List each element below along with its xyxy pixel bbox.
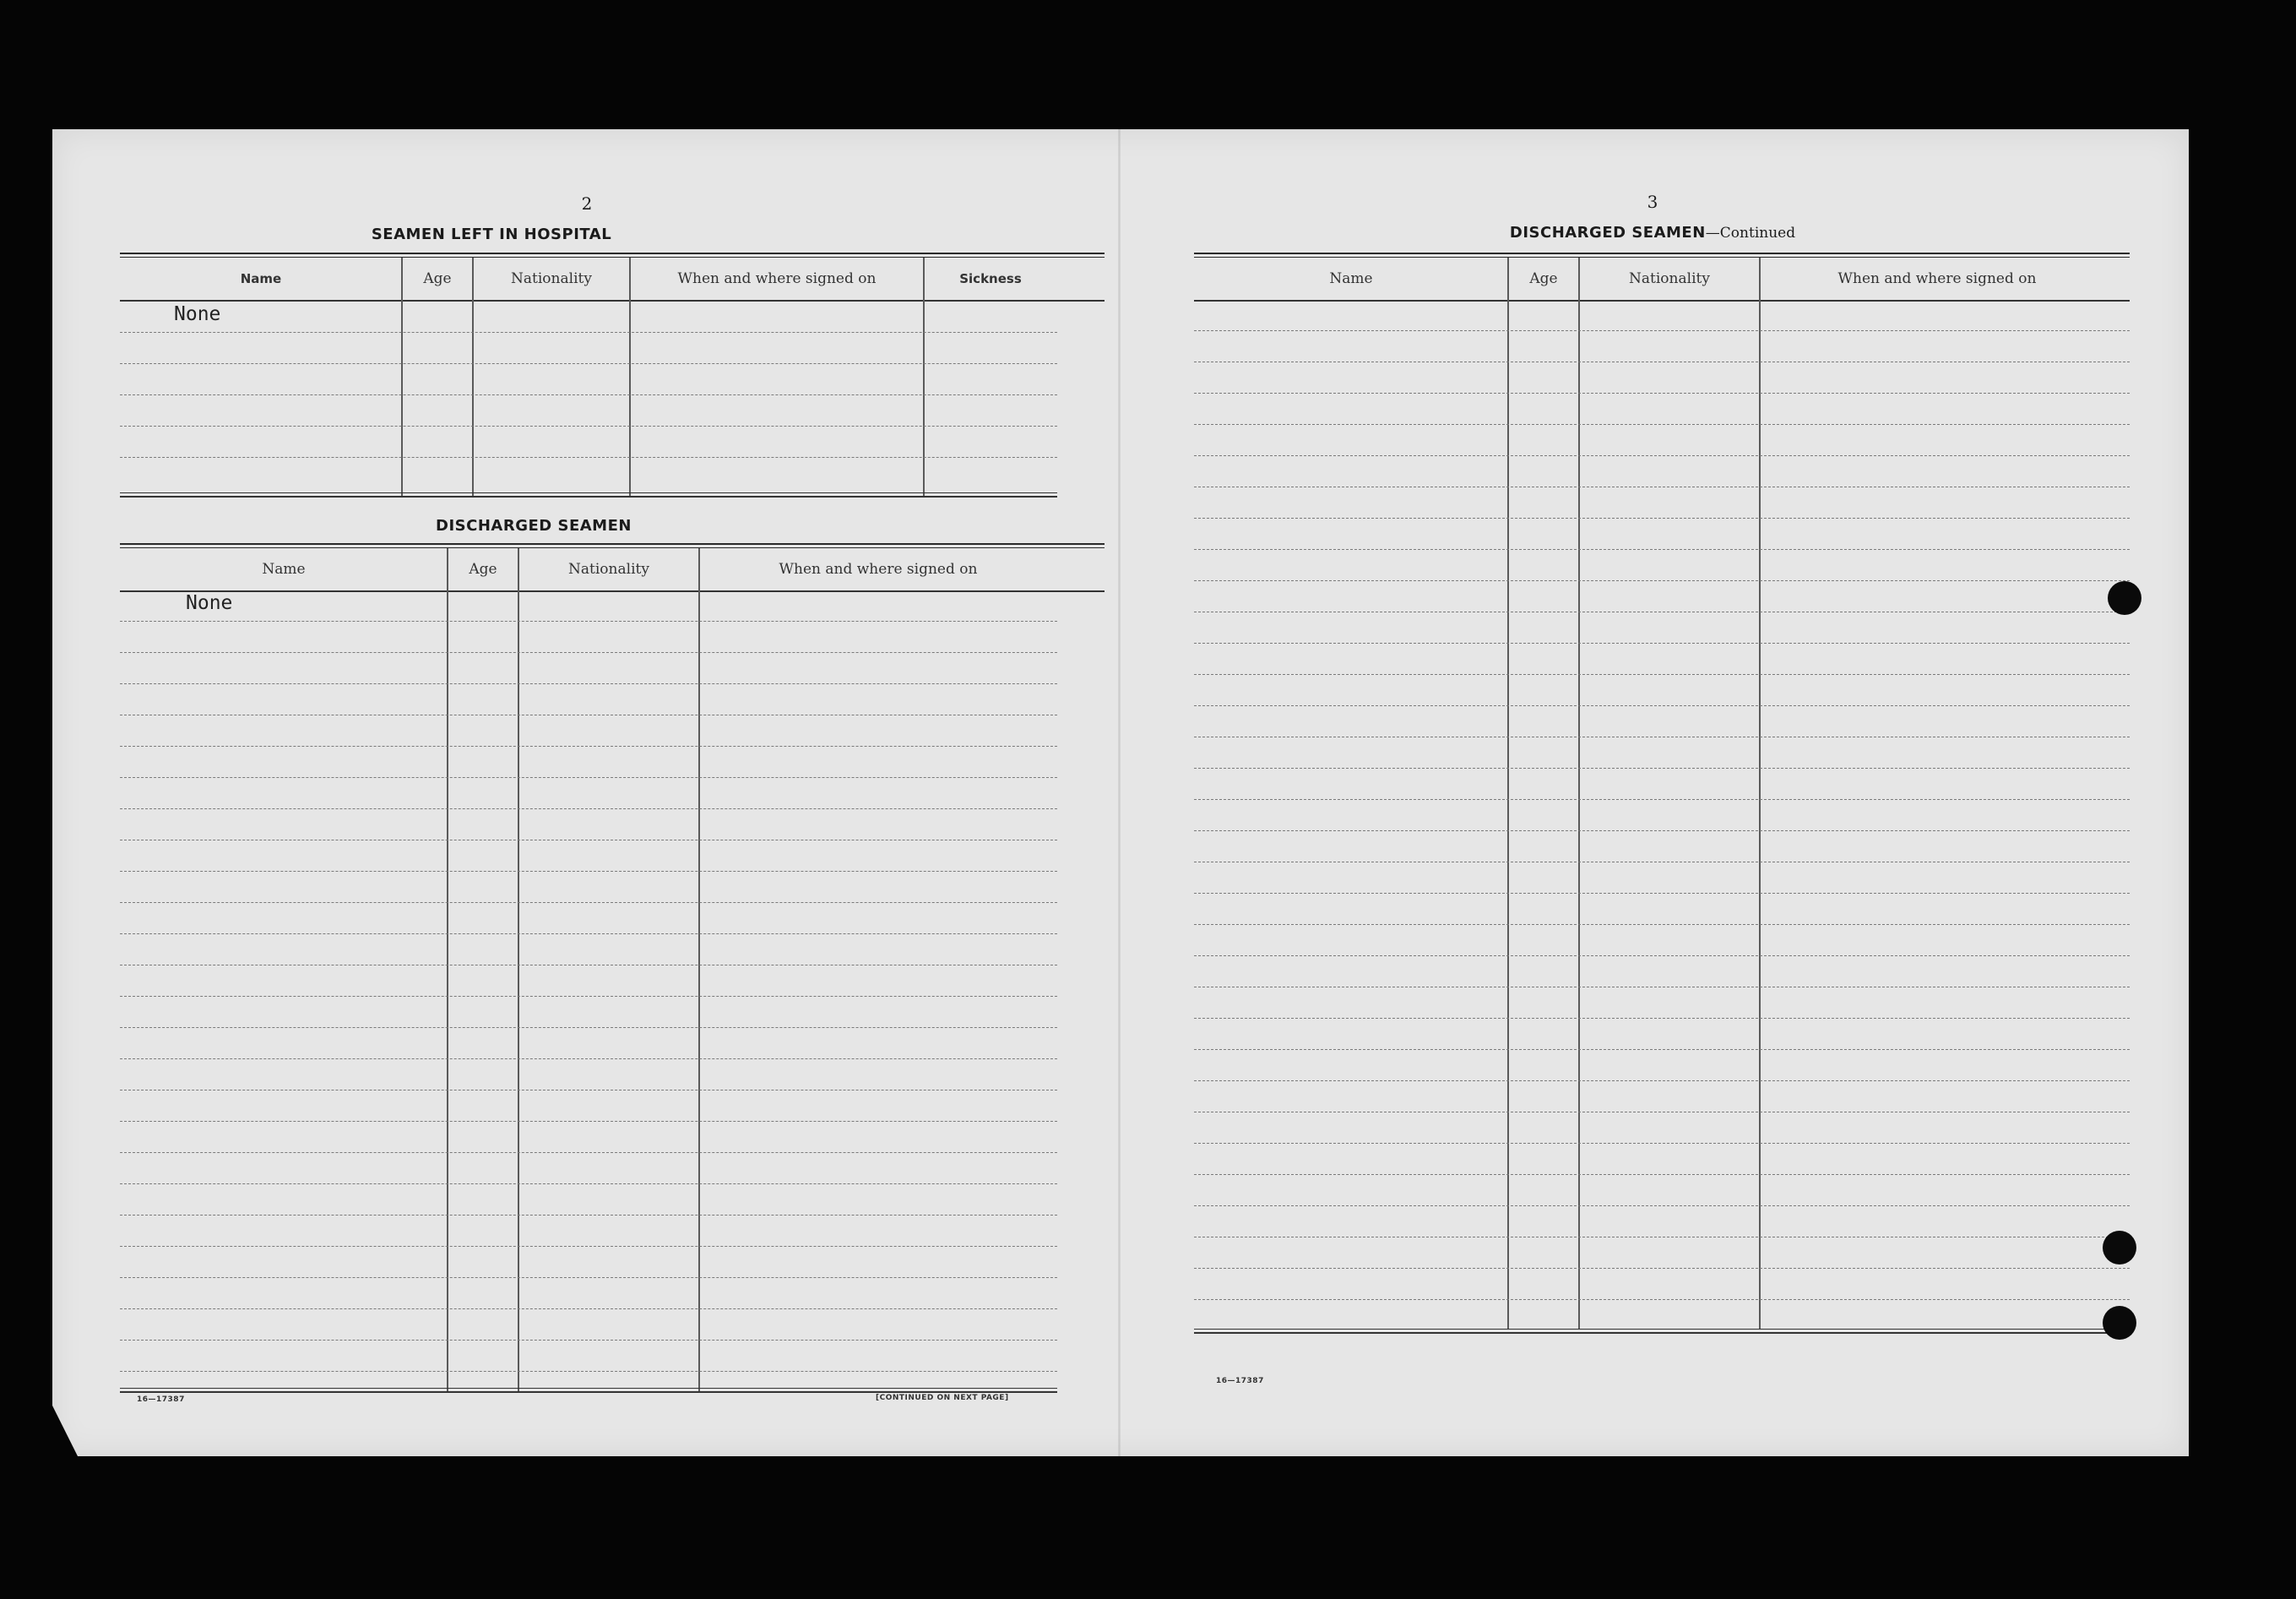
row-rule xyxy=(1194,518,2130,519)
row-rule xyxy=(1194,580,2130,581)
row-rule xyxy=(1194,893,2130,894)
row-rule xyxy=(1194,924,2130,925)
row-rule xyxy=(1194,330,2130,331)
col-header-age: Age xyxy=(1529,270,1558,287)
col-header-name: Name xyxy=(1329,270,1373,287)
row-rule xyxy=(1194,455,2130,456)
col-header-name: Name xyxy=(262,561,306,578)
row-rule xyxy=(1194,643,2130,644)
row-rule xyxy=(120,871,1057,872)
column-divider xyxy=(629,258,631,498)
col-header-age: Age xyxy=(469,561,497,578)
punch-hole xyxy=(2103,1231,2136,1265)
row-rule xyxy=(120,652,1057,653)
row-rule xyxy=(1194,1174,2130,1175)
row-rule xyxy=(120,1121,1057,1122)
column-divider xyxy=(518,548,519,1393)
row-rule xyxy=(120,1027,1057,1028)
punch-hole xyxy=(2103,1306,2136,1340)
row-rule xyxy=(120,1340,1057,1341)
row-rule xyxy=(1194,768,2130,769)
document-sheet xyxy=(52,129,2189,1456)
row-rule xyxy=(120,777,1057,778)
column-divider xyxy=(1507,258,1509,1329)
row-rule xyxy=(120,1308,1057,1309)
continued-note: [CONTINUED ON NEXT PAGE] xyxy=(876,1394,1009,1402)
column-divider xyxy=(472,258,474,498)
row-rule xyxy=(1194,674,2130,675)
discharged-continued-suffix: —Continued xyxy=(1705,225,1796,242)
continued-header-row xyxy=(1194,258,2130,302)
row-rule xyxy=(1194,1080,2130,1081)
discharged-title: DISCHARGED SEAMEN xyxy=(436,517,632,535)
row-rule xyxy=(1194,830,2130,831)
row-rule xyxy=(120,363,1057,364)
row-rule xyxy=(120,996,1057,997)
col-header-nationality: Nationality xyxy=(511,270,592,287)
row-rule xyxy=(1194,1018,2130,1019)
col-header-nationality: Nationality xyxy=(568,561,649,578)
row-rule xyxy=(120,902,1057,903)
page-fold xyxy=(1118,129,1121,1456)
row-rule xyxy=(120,1215,1057,1216)
row-rule xyxy=(120,1246,1057,1247)
column-divider xyxy=(401,258,403,498)
form-number-right: 16—17387 xyxy=(1216,1377,1264,1385)
row-rule xyxy=(1194,424,2130,425)
row-rule xyxy=(120,1152,1057,1153)
row-rule xyxy=(120,1058,1057,1059)
table-bottom-rule xyxy=(120,1388,1057,1393)
row-rule xyxy=(1194,799,2130,800)
hospital-entry-name: None xyxy=(174,303,221,325)
col-header-nationality: Nationality xyxy=(1629,270,1710,287)
row-rule xyxy=(120,621,1057,622)
row-rule xyxy=(1194,1268,2130,1269)
row-rule xyxy=(120,332,1057,333)
col-header-signed-on: When and where signed on xyxy=(677,270,877,287)
row-rule xyxy=(1194,1143,2130,1144)
row-rule xyxy=(1194,1049,2130,1050)
discharged-header-row xyxy=(120,548,1105,592)
hospital-header-row xyxy=(120,258,1105,302)
row-rule xyxy=(1194,705,2130,706)
row-rule xyxy=(1194,1299,2130,1300)
hospital-table xyxy=(120,253,1105,504)
row-rule xyxy=(120,1183,1057,1184)
row-rule xyxy=(1194,1205,2130,1206)
column-divider xyxy=(447,548,448,1393)
row-rule xyxy=(120,933,1057,934)
discharged-table xyxy=(120,543,1105,1400)
table-bottom-rule xyxy=(1194,1329,2130,1334)
column-divider xyxy=(1578,258,1580,1329)
column-divider xyxy=(1759,258,1761,1329)
row-rule xyxy=(120,426,1057,427)
discharged-entry-name: None xyxy=(186,592,233,614)
row-rule xyxy=(120,1371,1057,1372)
column-divider xyxy=(698,548,700,1393)
page-number-right: 3 xyxy=(1647,192,1658,212)
discharged-continued-table xyxy=(1194,253,2170,1498)
row-rule xyxy=(120,457,1057,458)
col-header-name: Name xyxy=(240,271,282,286)
table-bottom-rule xyxy=(120,492,1057,498)
row-rule xyxy=(120,746,1057,747)
row-rule xyxy=(120,683,1057,684)
row-rule xyxy=(120,808,1057,809)
col-header-signed-on: When and where signed on xyxy=(779,561,978,578)
discharged-continued-title-main: DISCHARGED SEAMEN xyxy=(1509,224,1706,242)
page-number-left: 2 xyxy=(581,193,593,214)
column-divider xyxy=(923,258,925,498)
row-rule xyxy=(1194,549,2130,550)
row-rule xyxy=(120,394,1057,395)
row-rule xyxy=(1194,955,2130,956)
col-header-signed-on: When and where signed on xyxy=(1837,270,2037,287)
row-rule xyxy=(120,1277,1057,1278)
row-rule xyxy=(1194,393,2130,394)
punch-hole xyxy=(2108,581,2141,615)
hospital-title: SEAMEN LEFT IN HOSPITAL xyxy=(371,226,612,243)
discharged-continued-title xyxy=(1454,224,1851,242)
col-header-sickness: Sickness xyxy=(959,271,1022,286)
col-header-age: Age xyxy=(423,270,452,287)
form-number-left: 16—17387 xyxy=(137,1395,185,1404)
